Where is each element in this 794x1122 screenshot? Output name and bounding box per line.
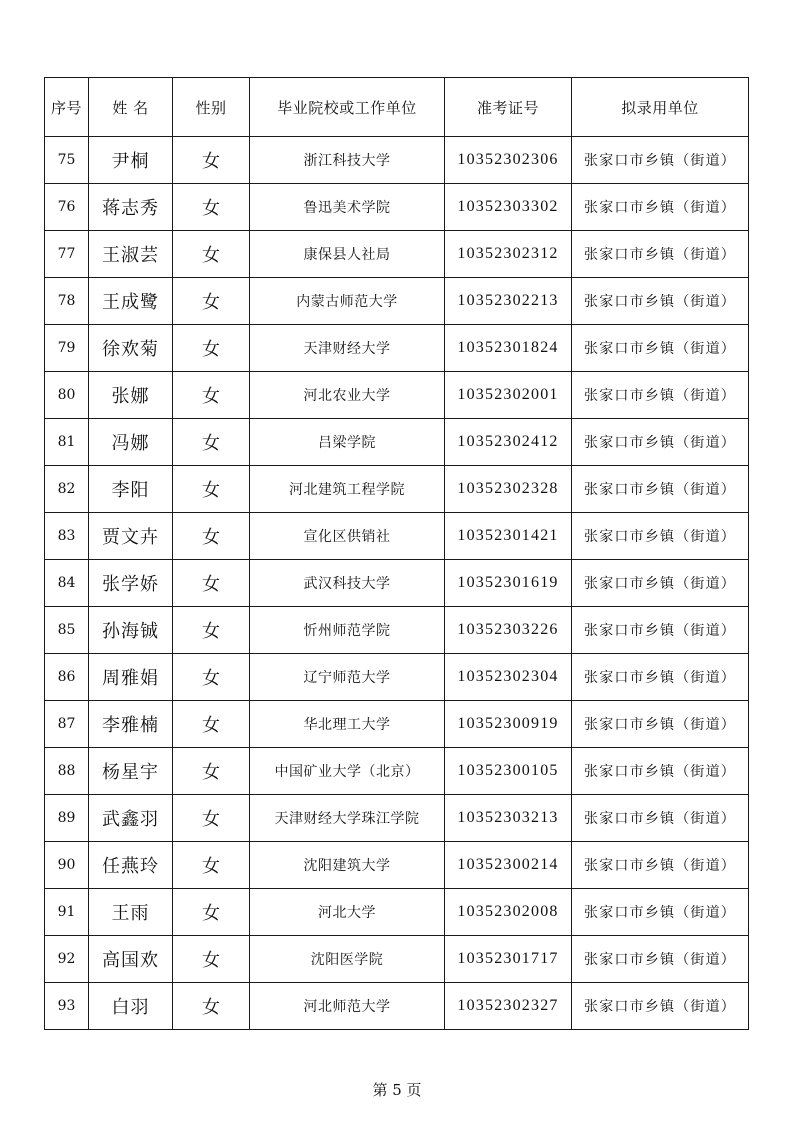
cell-school: 康保县人社局 [250, 231, 445, 278]
cell-gender: 女 [173, 795, 250, 842]
cell-hiring-unit: 张家口市乡镇（街道） [572, 936, 749, 983]
cell-exam-number: 10352302312 [445, 231, 572, 278]
cell-gender: 女 [173, 513, 250, 560]
cell-name: 王淑芸 [89, 231, 173, 278]
cell-index: 82 [45, 466, 89, 513]
cell-index: 83 [45, 513, 89, 560]
header-name: 姓 名 [89, 78, 173, 137]
header-gender: 性别 [173, 78, 250, 137]
table-body [45, 137, 749, 1030]
cell-school: 内蒙古师范大学 [250, 278, 445, 325]
cell-name: 王雨 [89, 889, 173, 936]
cell-school: 忻州师范学院 [250, 607, 445, 654]
cell-hiring-unit: 张家口市乡镇（街道） [572, 325, 749, 372]
cell-gender: 女 [173, 748, 250, 795]
cell-name: 冯娜 [89, 419, 173, 466]
cell-exam-number: 10352301619 [445, 560, 572, 607]
table-row [45, 795, 749, 842]
header-row [45, 78, 749, 137]
cell-gender: 女 [173, 372, 250, 419]
cell-name: 白羽 [89, 983, 173, 1030]
cell-gender: 女 [173, 889, 250, 936]
cell-index: 77 [45, 231, 89, 278]
cell-name: 孙海铖 [89, 607, 173, 654]
cell-index: 90 [45, 842, 89, 889]
table-row [45, 466, 749, 513]
cell-index: 88 [45, 748, 89, 795]
cell-school: 中国矿业大学（北京） [250, 748, 445, 795]
header-hiring-unit: 拟录用单位 [572, 78, 749, 137]
cell-hiring-unit: 张家口市乡镇（街道） [572, 137, 749, 184]
cell-index: 89 [45, 795, 89, 842]
cell-hiring-unit: 张家口市乡镇（街道） [572, 372, 749, 419]
cell-index: 93 [45, 983, 89, 1030]
table-row [45, 325, 749, 372]
cell-gender: 女 [173, 560, 250, 607]
cell-hiring-unit: 张家口市乡镇（街道） [572, 466, 749, 513]
cell-exam-number: 10352302213 [445, 278, 572, 325]
table-row [45, 607, 749, 654]
cell-gender: 女 [173, 278, 250, 325]
cell-gender: 女 [173, 983, 250, 1030]
cell-school: 沈阳医学院 [250, 936, 445, 983]
cell-school: 天津财经大学珠江学院 [250, 795, 445, 842]
cell-name: 徐欢菊 [89, 325, 173, 372]
cell-name: 高国欢 [89, 936, 173, 983]
cell-index: 75 [45, 137, 89, 184]
cell-gender: 女 [173, 607, 250, 654]
header-school: 毕业院校或工作单位 [250, 78, 445, 137]
table-row [45, 701, 749, 748]
cell-exam-number: 10352301421 [445, 513, 572, 560]
cell-school: 河北农业大学 [250, 372, 445, 419]
table-row [45, 419, 749, 466]
cell-index: 76 [45, 184, 89, 231]
cell-hiring-unit: 张家口市乡镇（街道） [572, 184, 749, 231]
cell-exam-number: 10352302306 [445, 137, 572, 184]
cell-gender: 女 [173, 936, 250, 983]
cell-name: 任燕玲 [89, 842, 173, 889]
cell-name: 王成鹭 [89, 278, 173, 325]
cell-school: 河北师范大学 [250, 983, 445, 1030]
cell-school: 鲁迅美术学院 [250, 184, 445, 231]
cell-exam-number: 10352302001 [445, 372, 572, 419]
table-row [45, 231, 749, 278]
cell-hiring-unit: 张家口市乡镇（街道） [572, 419, 749, 466]
cell-name: 杨星宇 [89, 748, 173, 795]
cell-gender: 女 [173, 184, 250, 231]
table-row [45, 560, 749, 607]
header-exam-number: 准考证号 [445, 78, 572, 137]
cell-name: 尹桐 [89, 137, 173, 184]
cell-exam-number: 10352303226 [445, 607, 572, 654]
cell-hiring-unit: 张家口市乡镇（街道） [572, 560, 749, 607]
table-row [45, 184, 749, 231]
cell-index: 87 [45, 701, 89, 748]
cell-name: 武鑫羽 [89, 795, 173, 842]
cell-hiring-unit: 张家口市乡镇（街道） [572, 701, 749, 748]
cell-hiring-unit: 张家口市乡镇（街道） [572, 889, 749, 936]
cell-index: 84 [45, 560, 89, 607]
table-row [45, 842, 749, 889]
cell-hiring-unit: 张家口市乡镇（街道） [572, 748, 749, 795]
cell-gender: 女 [173, 137, 250, 184]
cell-index: 81 [45, 419, 89, 466]
cell-exam-number: 10352303302 [445, 184, 572, 231]
cell-index: 79 [45, 325, 89, 372]
cell-school: 武汉科技大学 [250, 560, 445, 607]
cell-exam-number: 10352301717 [445, 936, 572, 983]
table-row [45, 372, 749, 419]
table-row [45, 137, 749, 184]
cell-hiring-unit: 张家口市乡镇（街道） [572, 795, 749, 842]
roster-table [44, 77, 749, 1030]
cell-index: 92 [45, 936, 89, 983]
cell-hiring-unit: 张家口市乡镇（街道） [572, 842, 749, 889]
cell-index: 78 [45, 278, 89, 325]
page-number: 第 5 页 [372, 1081, 422, 1099]
cell-hiring-unit: 张家口市乡镇（街道） [572, 654, 749, 701]
cell-name: 张学娇 [89, 560, 173, 607]
cell-index: 80 [45, 372, 89, 419]
cell-hiring-unit: 张家口市乡镇（街道） [572, 513, 749, 560]
cell-exam-number: 10352300214 [445, 842, 572, 889]
cell-exam-number: 10352300919 [445, 701, 572, 748]
cell-name: 李阳 [89, 466, 173, 513]
table-row [45, 513, 749, 560]
table-row [45, 983, 749, 1030]
cell-gender: 女 [173, 231, 250, 278]
cell-exam-number: 10352302304 [445, 654, 572, 701]
cell-exam-number: 10352303213 [445, 795, 572, 842]
cell-school: 华北理工大学 [250, 701, 445, 748]
cell-hiring-unit: 张家口市乡镇（街道） [572, 983, 749, 1030]
cell-gender: 女 [173, 654, 250, 701]
cell-name: 周雅娟 [89, 654, 173, 701]
cell-gender: 女 [173, 701, 250, 748]
cell-exam-number: 10352301824 [445, 325, 572, 372]
cell-school: 河北大学 [250, 889, 445, 936]
cell-school: 沈阳建筑大学 [250, 842, 445, 889]
cell-school: 吕梁学院 [250, 419, 445, 466]
table-header [45, 78, 749, 137]
cell-name: 李雅楠 [89, 701, 173, 748]
cell-exam-number: 10352300105 [445, 748, 572, 795]
cell-exam-number: 10352302327 [445, 983, 572, 1030]
cell-name: 蒋志秀 [89, 184, 173, 231]
cell-name: 贾文卉 [89, 513, 173, 560]
header-index: 序号 [45, 78, 89, 137]
cell-hiring-unit: 张家口市乡镇（街道） [572, 607, 749, 654]
table-row [45, 278, 749, 325]
cell-exam-number: 10352302008 [445, 889, 572, 936]
cell-gender: 女 [173, 325, 250, 372]
cell-name: 张娜 [89, 372, 173, 419]
cell-school: 宣化区供销社 [250, 513, 445, 560]
cell-school: 浙江科技大学 [250, 137, 445, 184]
cell-hiring-unit: 张家口市乡镇（街道） [572, 278, 749, 325]
table-row [45, 936, 749, 983]
cell-exam-number: 10352302412 [445, 419, 572, 466]
cell-hiring-unit: 张家口市乡镇（街道） [572, 231, 749, 278]
cell-school: 天津财经大学 [250, 325, 445, 372]
cell-gender: 女 [173, 419, 250, 466]
table-row [45, 654, 749, 701]
cell-index: 85 [45, 607, 89, 654]
cell-index: 86 [45, 654, 89, 701]
cell-school: 河北建筑工程学院 [250, 466, 445, 513]
cell-school: 辽宁师范大学 [250, 654, 445, 701]
table-row [45, 889, 749, 936]
cell-exam-number: 10352302328 [445, 466, 572, 513]
cell-gender: 女 [173, 842, 250, 889]
cell-index: 91 [45, 889, 89, 936]
table-row [45, 748, 749, 795]
cell-gender: 女 [173, 466, 250, 513]
